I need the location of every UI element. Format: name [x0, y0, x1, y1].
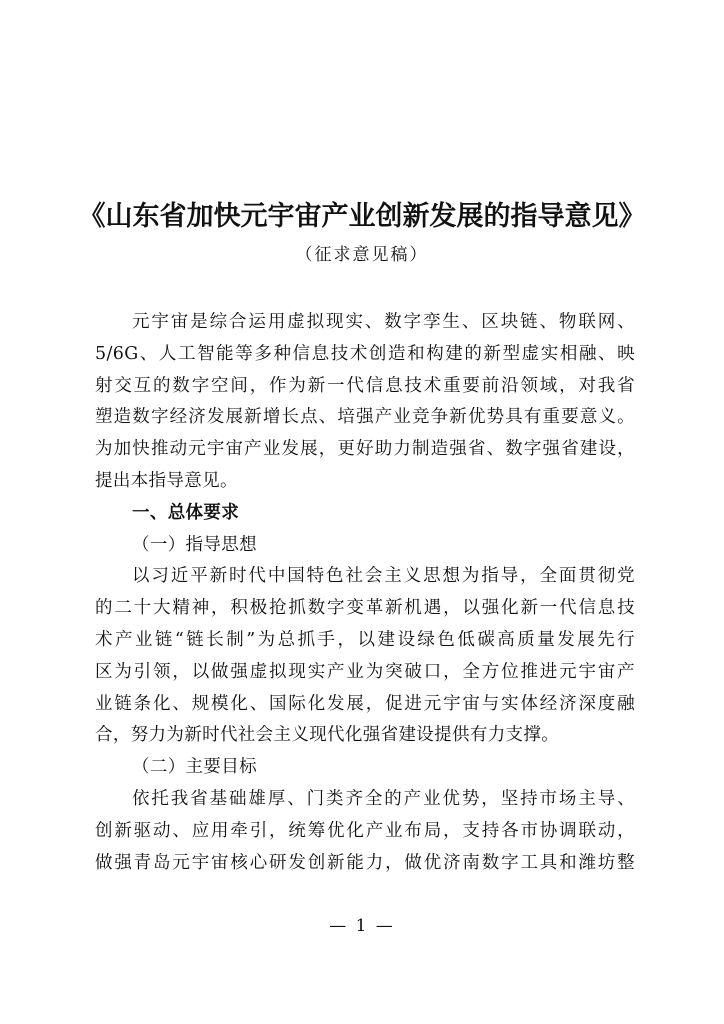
document-body — [95, 307, 635, 879]
intro-line: 提出本指导意见。 — [95, 470, 238, 491]
paragraph-line: 依托我省基础雄厚、门类齐全的产业优势，坚持市场主导、 — [132, 788, 635, 809]
paragraph-line: 的二十大精神，积极抢抓数字变革新机遇，以强化新一代信息技 — [95, 598, 635, 619]
paragraph-line: 做强青岛元宇宙核心研发创新能力，做优济南数字工具和潍坊整 — [95, 852, 635, 873]
paragraph-line: 业链条化、规模化、国际化发展，促进元宇宙与实体经济深度融 — [95, 693, 635, 714]
intro-line: 塑造数字经济发展新增长点、培强产业竞争新优势具有重要意义。 — [95, 407, 635, 428]
page-number: — 1 — — [329, 916, 395, 936]
document-subtitle: （征求意见稿） — [295, 245, 429, 265]
paragraph-line: 以习近平新时代中国特色社会主义思想为指导，全面贯彻党 — [132, 566, 635, 587]
subsection-heading: （一）指导思想 — [132, 534, 257, 555]
intro-line: 5/6G、人工智能等多种信息技术创造和构建的新型虚实相融、映 — [95, 343, 635, 364]
intro-line: 元宇宙是综合运用虚拟现实、数字孪生、区块链、物联网、 — [132, 312, 635, 332]
intro-line: 射交互的数字空间，作为新一代信息技术重要前沿领域，对我省 — [95, 375, 635, 396]
section-heading: 一、总体要求 — [132, 502, 240, 523]
paragraph-line: 创新驱动、应用牵引，统筹优化产业布局，支持各市协调联动， — [95, 820, 635, 841]
document-title: 《山东省加快元宇宙产业创新发展的指导意见》 — [78, 201, 646, 232]
intro-line: 为加快推动元宇宙产业发展，更好助力制造强省、数字强省建设， — [95, 439, 635, 460]
subsection-heading: （二）主要目标 — [132, 757, 257, 778]
paragraph-line: 术产业链“链长制”为总抓手，以建设绿色低碳高质量发展先行 — [95, 629, 635, 650]
paragraph-line: 区为引领，以做强虚拟现实产业为突破口，全方位推进元宇宙产 — [95, 661, 635, 682]
paragraph-line: 合，努力为新时代社会主义现代化强省建设提供有力支撑。 — [95, 725, 560, 746]
